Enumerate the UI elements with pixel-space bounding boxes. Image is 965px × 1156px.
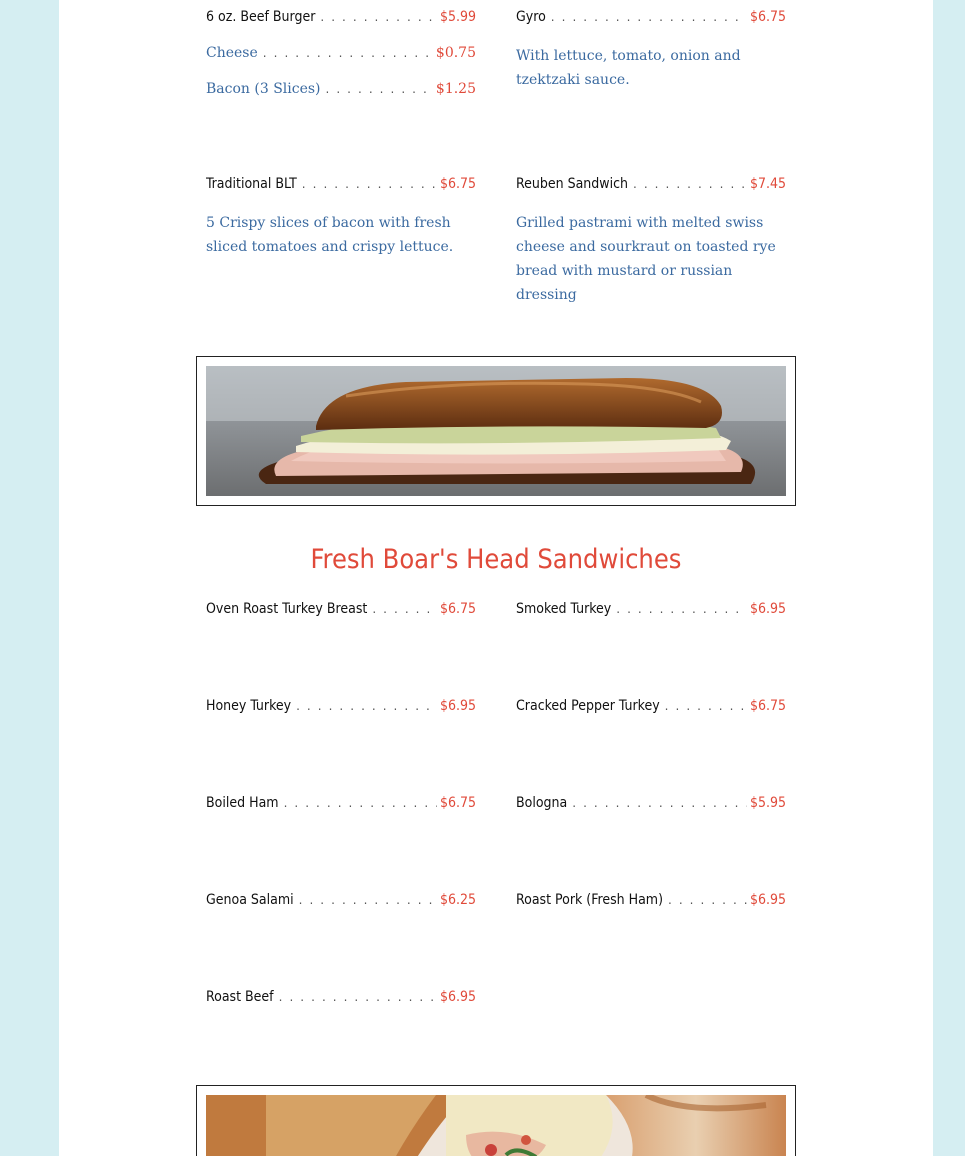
dot-leader [263,46,433,60]
item-name: Traditional BLT [206,176,297,192]
menu-item-boiled-ham [206,795,476,817]
menu-item-roast-beef [206,989,476,1011]
item-name: Honey Turkey [206,698,292,714]
addon-price: $1.25 [435,81,476,97]
item-price: $6.95 [439,698,476,714]
sub-sandwich-image [206,366,786,496]
menu-item-beef-burger [206,9,476,103]
item-name: Smoked Turkey [516,601,612,617]
item-price: $6.95 [749,892,786,908]
item-name: Bologna [516,795,568,811]
item-price: $6.75 [439,176,476,192]
dot-leader [668,893,747,907]
item-price: $7.45 [749,176,786,192]
dot-leader [665,699,747,713]
item-price: $6.95 [749,601,786,617]
item-name: Roast Beef [206,989,274,1005]
item-description: Grilled pastrami with melted swiss cheese and sourkraut on toasted rye bread with mustard or russian dressing [516,215,776,303]
item-name: Roast Pork (Fresh Ham) [516,892,663,908]
item-price: $6.75 [439,601,476,617]
item-description: With lettuce, tomato, onion and tzektzaki sauce. [516,48,741,88]
item-price: $5.95 [749,795,786,811]
item-name: 6 oz. Beef Burger [206,9,316,25]
menu-item-gyro [516,9,786,92]
menu-page [59,0,933,1156]
item-description: 5 Crispy slices of bacon with fresh sliced tomatoes and crispy lettuce. [206,215,454,255]
dot-leader [320,10,437,24]
menu-item-genoa-salami [206,892,476,914]
menu-item-oven-roast-turkey [206,601,476,623]
item-name: Oven Roast Turkey Breast [206,601,368,617]
grilled-sandwich-image [206,1095,786,1156]
dot-leader [572,796,747,810]
addon-cheese [206,45,476,67]
sandwich-photo-frame [196,356,796,506]
grilled-sandwich-photo-frame [196,1085,796,1156]
menu-item-honey-turkey [206,698,476,720]
item-name: Gyro [516,9,546,25]
addon-name: Cheese [206,45,258,61]
dot-leader [279,990,437,1004]
item-price: $6.25 [439,892,476,908]
dot-leader [296,699,437,713]
menu-item-traditional-blt [206,176,476,259]
addon-price: $0.75 [435,45,476,61]
item-price: $6.75 [749,9,786,25]
item-name: Genoa Salami [206,892,294,908]
dot-leader [372,602,437,616]
item-name: Boiled Ham [206,795,279,811]
section-title: Fresh Boar's Head Sandwiches [310,544,682,575]
dot-leader [299,893,437,907]
item-name: Reuben Sandwich [516,176,628,192]
item-price: $6.75 [749,698,786,714]
menu-item-smoked-turkey [516,601,786,623]
menu-item-cracked-pepper-turkey [516,698,786,720]
item-price: $6.75 [439,795,476,811]
dot-leader [326,82,433,96]
addon-bacon [206,81,476,103]
addon-name: Bacon (3 Slices) [206,81,321,97]
dot-leader [284,796,437,810]
item-name: Cracked Pepper Turkey [516,698,660,714]
item-price: $5.99 [439,9,476,25]
dot-leader [302,177,437,191]
item-price: $6.95 [439,989,476,1005]
dot-leader [633,177,747,191]
menu-item-roast-pork [516,892,786,914]
dot-leader [551,10,747,24]
dot-leader [616,602,747,616]
menu-item-bologna [516,795,786,817]
menu-item-reuben-sandwich [516,176,786,307]
